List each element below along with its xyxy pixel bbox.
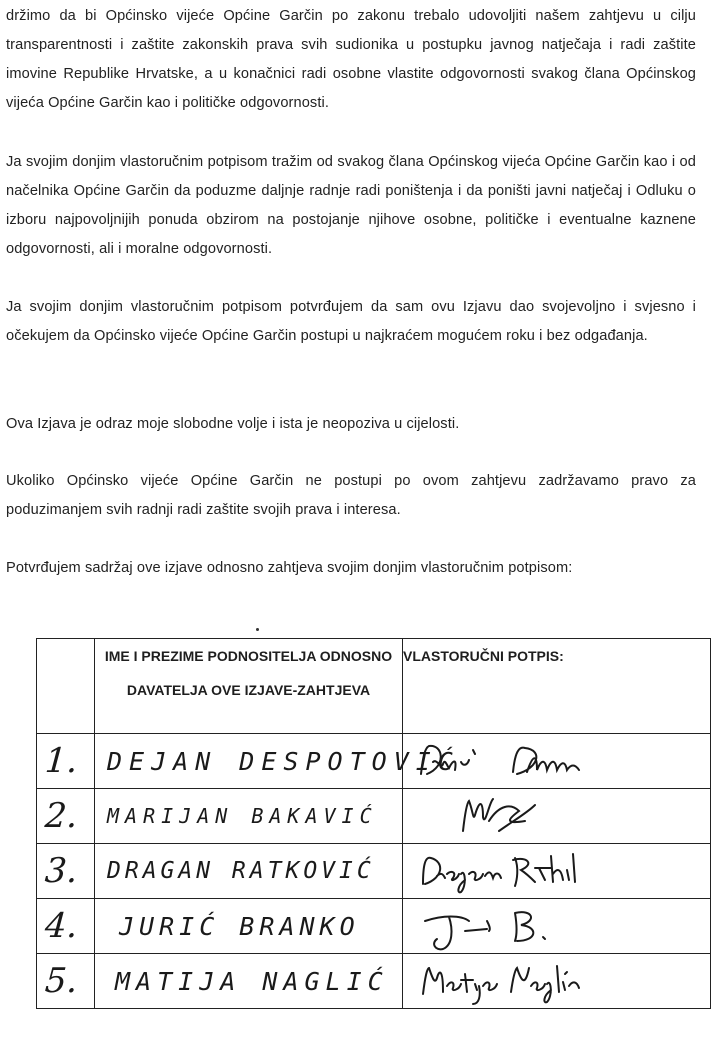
handwritten-signature xyxy=(403,736,703,786)
header-number-cell xyxy=(37,639,95,734)
paragraph-signature-intro: Potvrđujem sadržaj ove izjave odnosno zahtjeva svojim donjim vlastoručnim potpisom: xyxy=(6,560,573,576)
signature-table xyxy=(36,638,711,1009)
paragraph-free-will: Ova Izjava je odraz moje slobodne volje i ista je neopoziva u cijelosti. xyxy=(6,416,460,432)
handwritten-signature xyxy=(403,791,703,841)
table-row xyxy=(37,844,711,899)
header-signature: VLASTORUČNI POTPIS: xyxy=(403,639,711,734)
handwritten-signature xyxy=(403,956,703,1006)
header-name: IME I PREZIME PODNOSITELJA ODNOSNO DAVATELJA OVE IZJAVE-ZAHTJEVA xyxy=(95,639,403,734)
handwritten-signature xyxy=(403,846,703,896)
row-number: 5. xyxy=(43,961,79,1001)
row-number: 4. xyxy=(43,906,79,946)
paragraph-request: Ja svojim donjim vlastoručnim potpisom tražim od svakog člana Općinskog vijeća Općine Garčin kao i od načelnika Općine Garčin da poduzme daljnje radnje radi poništenja i da poništi javni natječaj i Odluku o izboru najpovoljnijih ponuda obzirom na postojanje njihove osobne, političke i eventualne kaznene odgovornosti, ali i moralne odgovornosti. xyxy=(6,154,696,257)
signature-cell xyxy=(403,734,711,789)
table-header-row xyxy=(37,639,711,734)
signature-cell xyxy=(403,789,711,844)
paragraph-reservation: Ukoliko Općinsko vijeće Općine Garčin ne postupi po ovom zahtjevu zadržavamo pravo za poduzimanjem svih radnji radi zaštite svojih prava i interesa. xyxy=(6,473,696,518)
signature-cell xyxy=(403,844,711,899)
table-row xyxy=(37,954,711,1009)
paragraph-intro: držimo da bi Općinsko vijeće Općine Garčin po zakonu trebalo udovoljiti našem zahtjevu u cilju transparentnosti i zaštite zakonskih prava svih sudionika u postupku javnog natječaja i radi zaštite imovine Republike Hrvatske, a u konačnici radi osobne vlastite odgovornosti svakog člana Općinskog vijeća Općine Garčin kao i političke odgovornosti. xyxy=(6,8,696,111)
row-number: 3. xyxy=(43,851,79,891)
signer-name: MATIJA NAGLIĆ xyxy=(115,966,389,996)
row-number: 1. xyxy=(43,741,79,781)
row-number: 2. xyxy=(43,796,79,836)
stray-mark xyxy=(256,628,259,631)
table-row xyxy=(37,734,711,789)
handwritten-signature xyxy=(403,901,703,951)
signature-cell xyxy=(403,954,711,1009)
signer-name: DEJAN DESPOTOVIĆ xyxy=(107,746,460,776)
table-row xyxy=(37,899,711,954)
signer-name: JURIĆ BRANKO xyxy=(119,911,360,941)
table-row xyxy=(37,789,711,844)
signature-cell xyxy=(403,899,711,954)
paragraph-confirmation: Ja svojim donjim vlastoručnim potpisom potvrđujem da sam ovu Izjavu dao svojevoljno i svjesno i očekujem da Općinsko vijeće Općine Garčin postupi u najkraćem mogućem roku i bez odgađanja. xyxy=(6,299,696,344)
signer-name: MARIJAN BAKAVIĆ xyxy=(107,804,378,828)
signer-name: DRAGAN RATKOVIĆ xyxy=(107,858,375,884)
